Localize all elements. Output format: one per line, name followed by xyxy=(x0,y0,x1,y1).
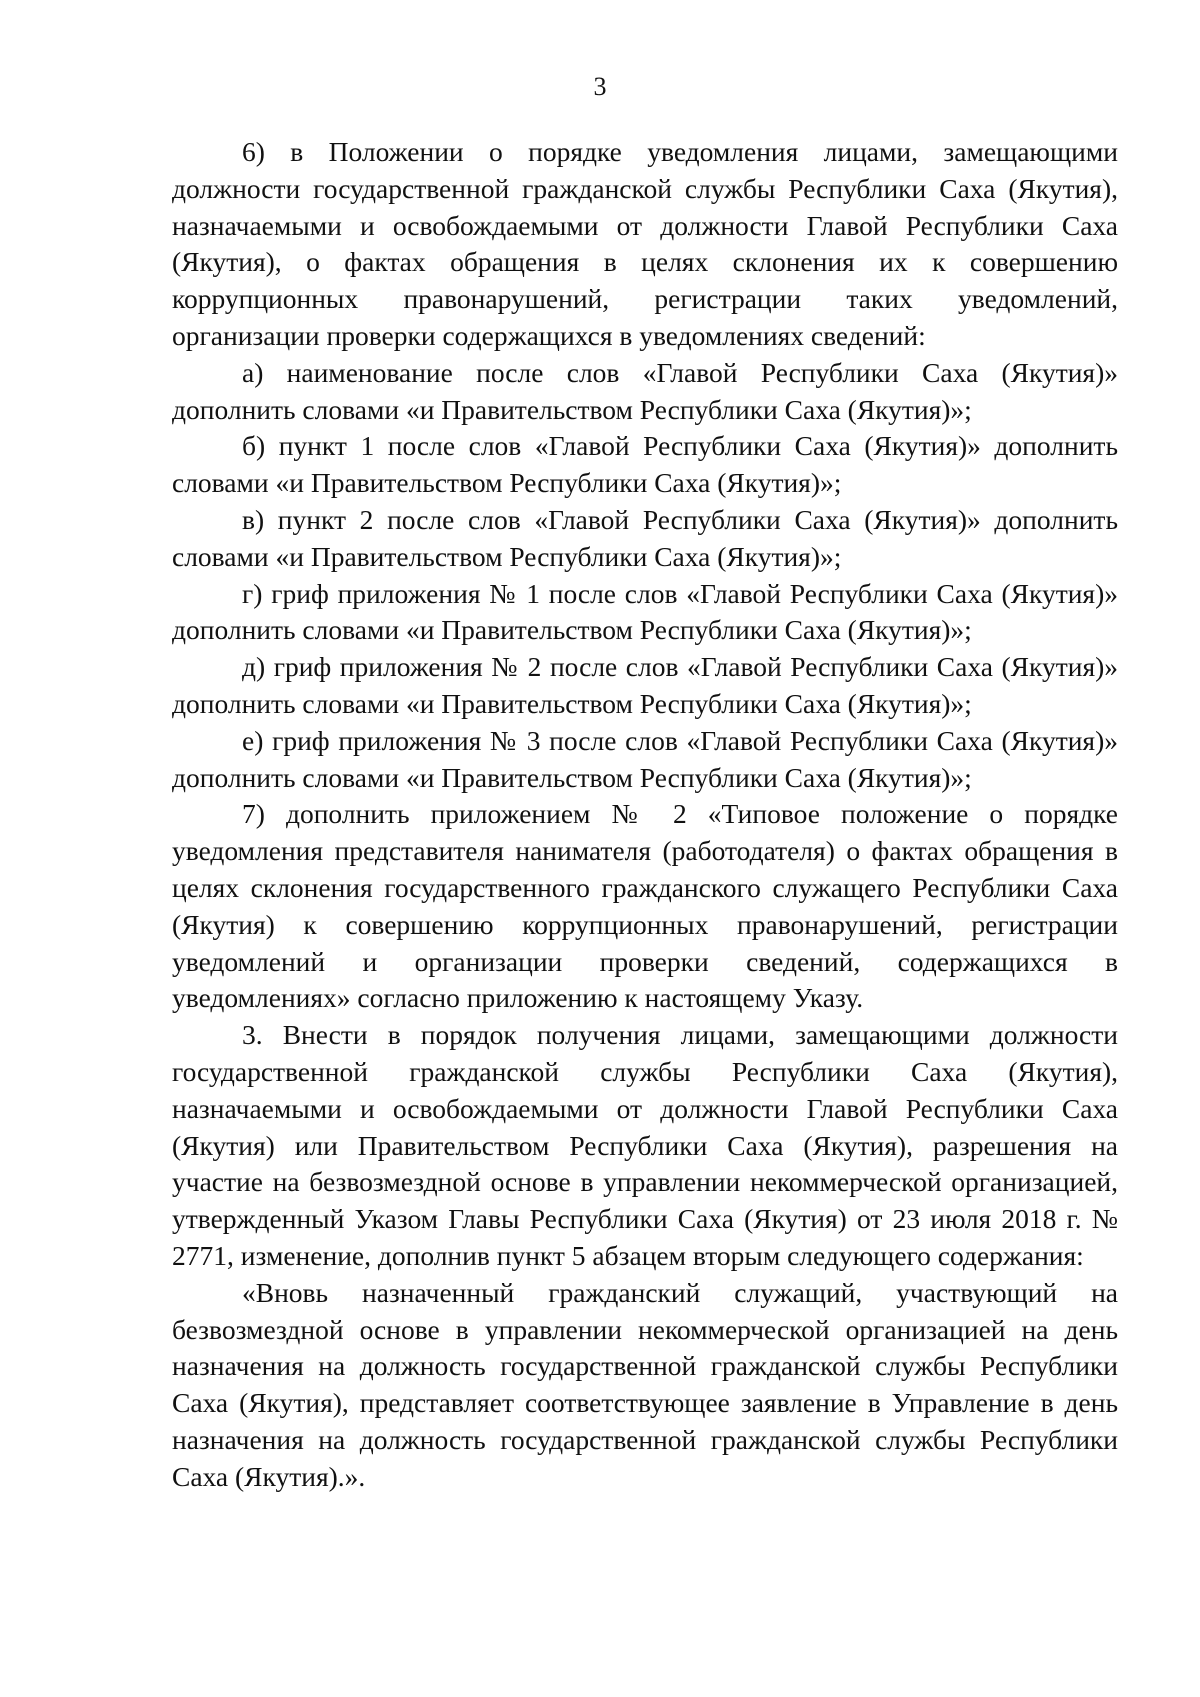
page-number: 3 xyxy=(593,72,607,101)
paragraph-6b: б) пункт 1 после слов «Главой Республики Саха (Якутия)» дополнить словами «и Правительством Республики Саха (Якутия)»; xyxy=(172,430,1118,499)
paragraph-6a: а) наименование после слов «Главой Республики Саха (Якутия)» дополнить словами «и Правительством Республики Саха (Якутия)»; xyxy=(172,356,1118,425)
paragraph-6d: д) гриф приложения № 2 после слов «Главой Республики Саха (Якутия)» дополнить словами «и Правительством Республики Саха (Якутия)»; xyxy=(172,651,1118,719)
paragraph-quoted-insert: «Вновь назначенный гражданский служащий, участвующий на безвозмездной основе в управлении некоммерческой организацией на день назначения на должность государственной гражданской службы Республики Саха (Якутия), представляет соответствующее заявление в Управление в день назначения на должность государственной гражданской службы Республики Саха (Якутия).». xyxy=(172,1276,1118,1492)
paragraph-7-amendment: 7) дополнить приложением № 2 «Типовое положение о порядке уведомления представителя нанимателя (работодателя) о фактах обращения в целях склонения государственного гражданского служащего Республики Саха (Якутия) к совершению коррупционных правонарушений, регистрации уведомлений и организации проверки сведений, содержащихся в уведомлениях» согласно приложению к настоящему Указу. xyxy=(172,798,1118,1014)
document-body xyxy=(172,134,1118,1495)
paragraph-6e: е) гриф приложения № 3 после слов «Главой Республики Саха (Якутия)» дополнить словами «и Правительством Республики Саха (Якутия)»; xyxy=(172,724,1118,793)
paragraph-6g: г) гриф приложения № 1 после слов «Главой Республики Саха (Якутия)» дополнить словами «и Правительством Республики Саха (Якутия)»; xyxy=(172,577,1118,646)
paragraph-3-amendment: 3. Внести в порядок получения лицами, замещающими должности государственной гражданской службы Республики Саха (Якутия), назначаемыми и освобождаемыми от должности Главой Республики Саха (Якутия) или Правительством Республики Саха (Якутия), разрешения на участие на безвозмездной основе в управлении некоммерческой организацией, утвержденный Указом Главы Республики Саха (Якутия) от 23 июля 2018 г. № 2771, изменение, дополнив пункт 5 абзацем вторым следующего содержания: xyxy=(172,1019,1118,1271)
paragraph-6-amendment: 6) в Положении о порядке уведомления лицами, замещающими должности государственной гражданской службы Республики Саха (Якутия), назначаемыми и освобождаемыми от должности Главой Республики Саха (Якутия), о фактах обращения в целях склонения их к совершению коррупционных правонарушений, регистрации таких уведомлений, организации проверки содержащихся в уведомлениях сведений: xyxy=(172,136,1118,351)
paragraph-6v: в) пункт 2 после слов «Главой Республики Саха (Якутия)» дополнить словами «и Правительством Республики Саха (Якутия)»; xyxy=(172,503,1118,572)
